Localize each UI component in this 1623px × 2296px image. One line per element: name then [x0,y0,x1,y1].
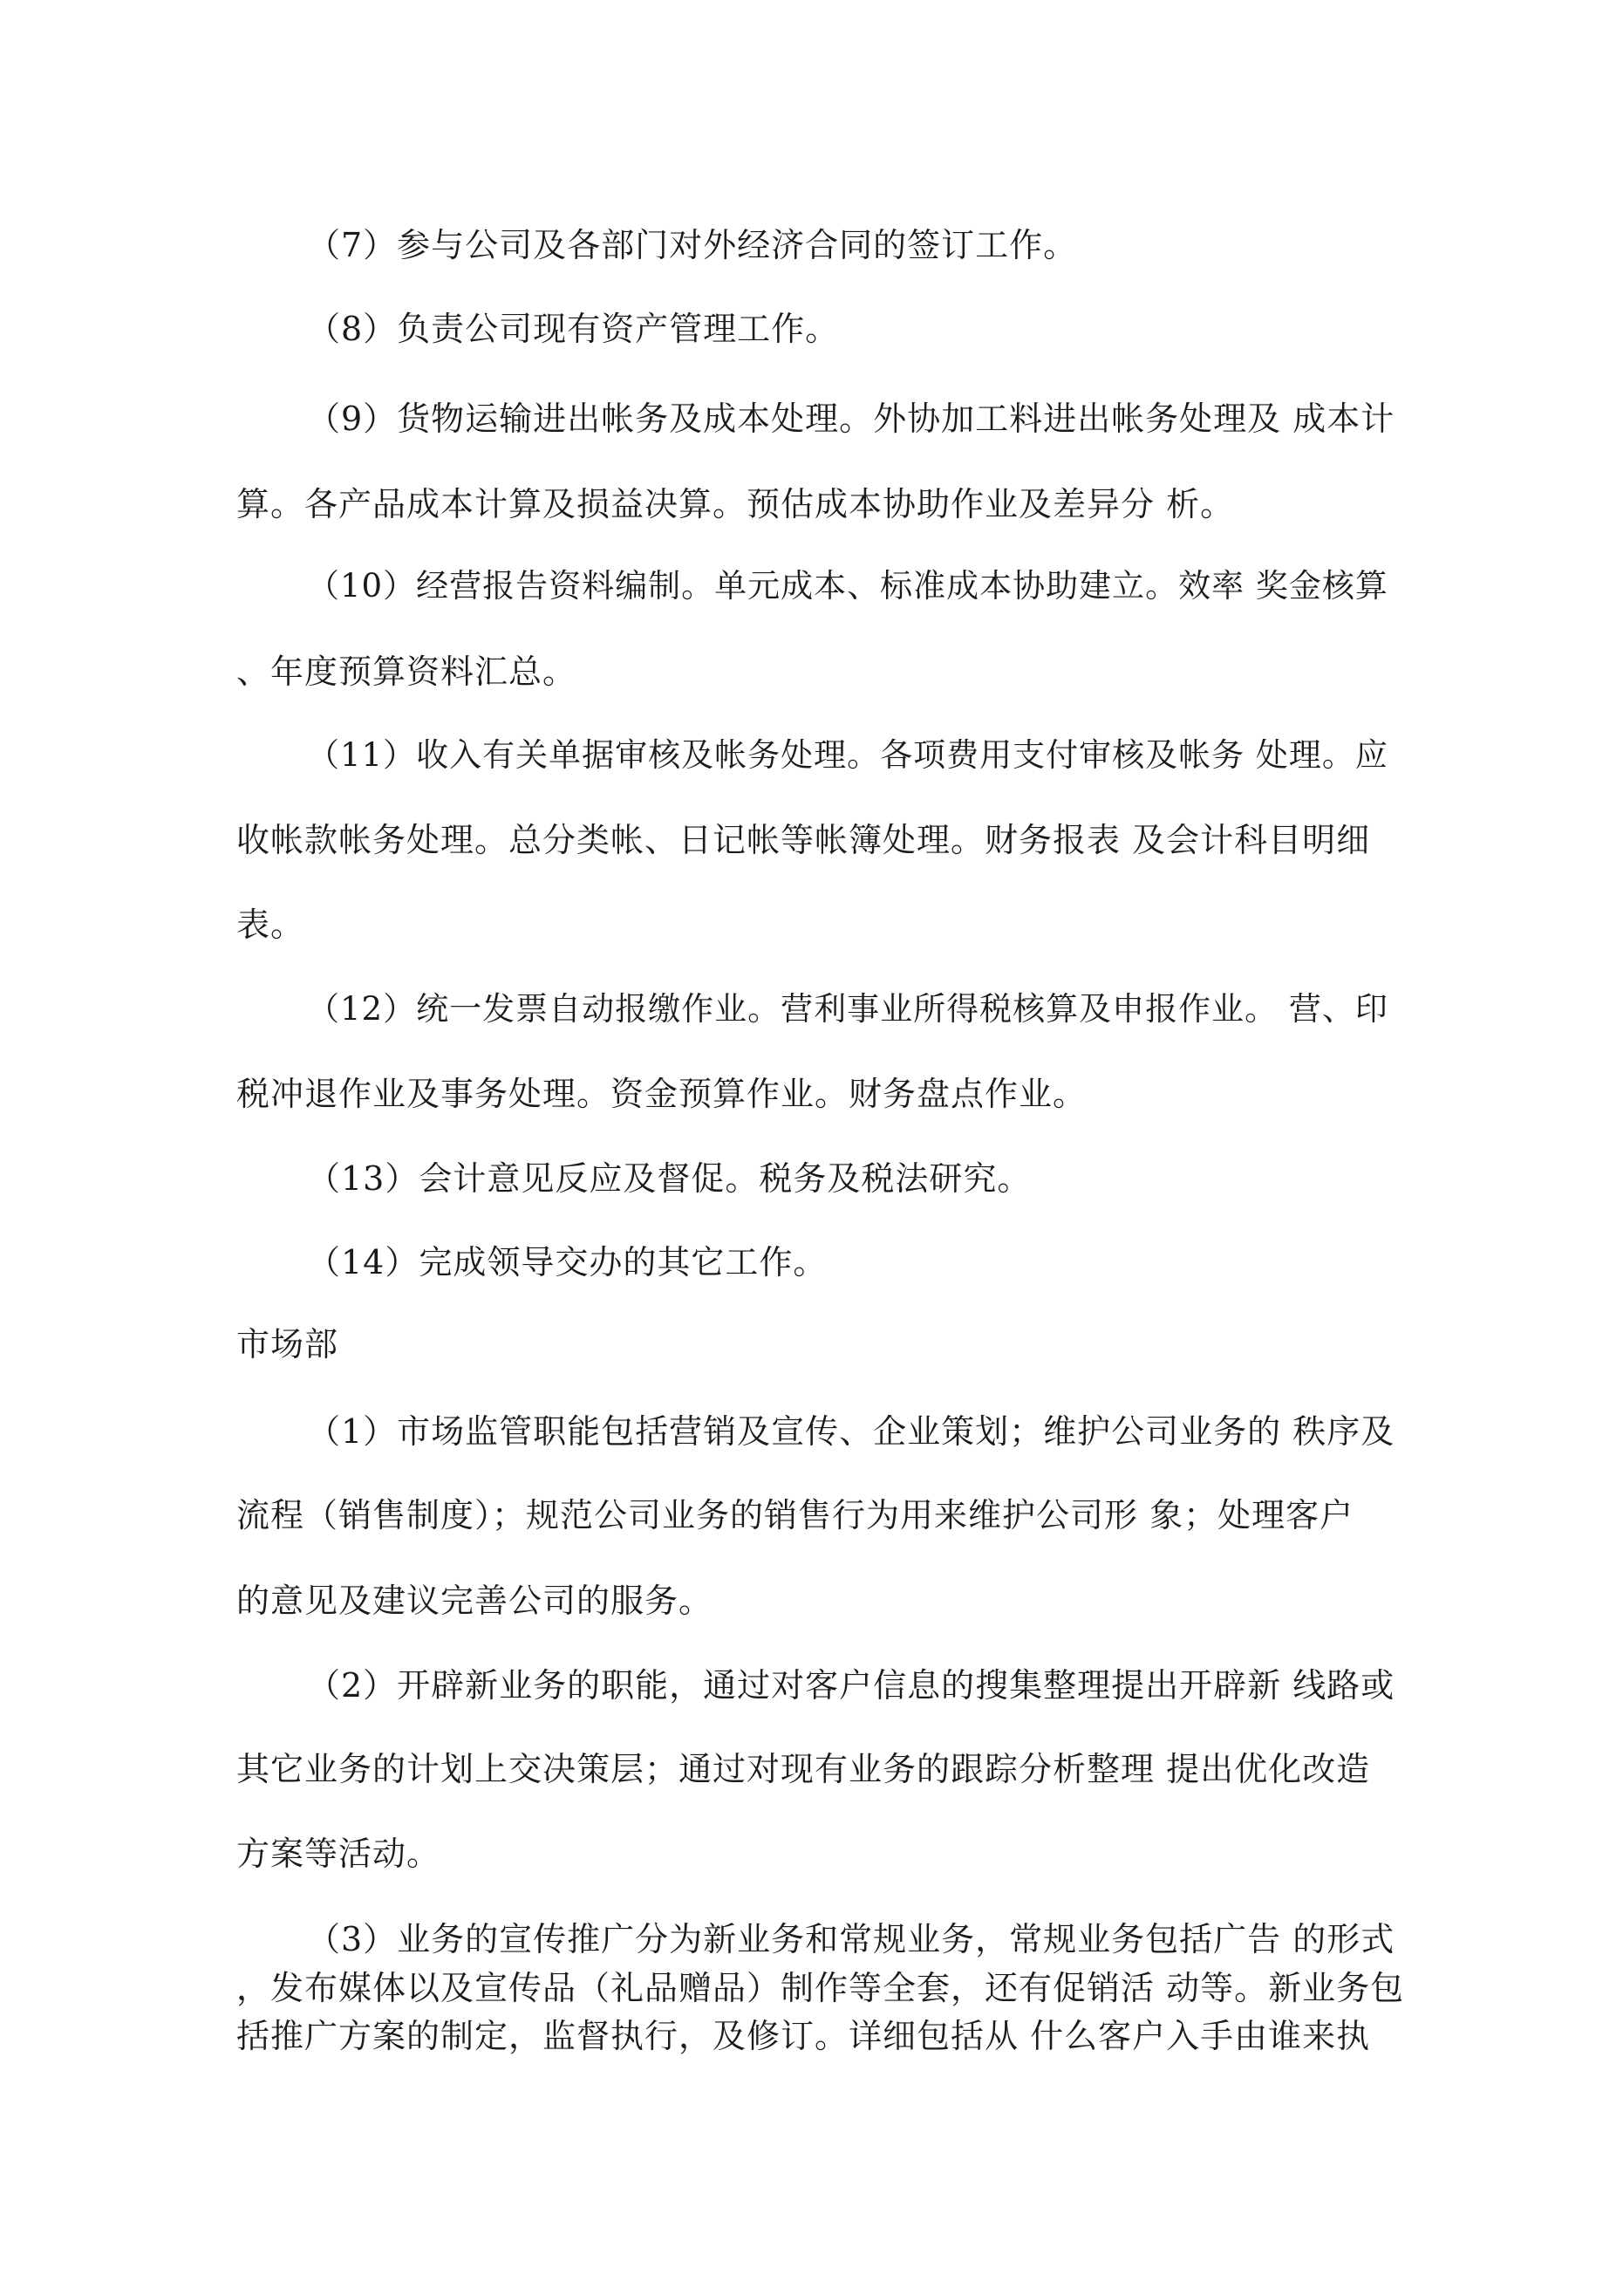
market-paragraph-2-line-2: 其它业务的计划上交决策层；通过对现有业务的跟踪分析整理 提出优化改造 [236,1750,1371,1788]
market-paragraph-1-line-2: 流程（销售制度）；规范公司业务的销售行为用来维护公司形 象；处理客户 [236,1496,1354,1534]
market-paragraph-1-line-3: 的意见及建议完善公司的服务。 [236,1582,713,1620]
paragraph-10-line-1: （10）经营报告资料编制。单元成本、标准成本协助建立。效率 奖金核算 [307,567,1388,605]
paragraph-11-line-1: （11）收入有关单据审核及帐务处理。各项费用支付审核及帐务 处理。应 [307,736,1388,774]
paragraph-11-line-2: 收帐款帐务处理。总分类帐、日记帐等帐簿处理。财务报表 及会计科目明细 [236,821,1371,859]
paragraph-9-line-2: 算。各产品成本计算及损益决算。预估成本协助作业及差异分 析。 [236,485,1235,523]
section-heading-market: 市场部 [236,1325,339,1363]
paragraph-13-line-1: （13）会计意见反应及督促。税务及税法研究。 [307,1159,1032,1198]
market-paragraph-3-line-3: 括推广方案的制定，监督执行，及修订。详细包括从 什么客户入手由谁来执 [236,2017,1371,2055]
market-paragraph-3-line-2: ，发布媒体以及宣传品（礼品赠品）制作等全套，还有促销活 动等。新业务包 [236,1969,1405,2007]
market-paragraph-3-line-1: （3）业务的宣传推广分为新业务和常规业务，常规业务包括广告 的形式 [307,1920,1395,1958]
paragraph-7-line-1: （7）参与公司及各部门对外经济合同的签订工作。 [307,226,1078,264]
market-paragraph-2-line-1: （2）开辟新业务的职能，通过对客户信息的搜集整理提出开辟新 线路或 [307,1666,1395,1705]
paragraph-12-line-2: 税冲退作业及事务处理。资金预算作业。财务盘点作业。 [236,1075,1088,1113]
paragraph-12-line-1: （12）统一发票自动报缴作业。营利事业所得税核算及申报作业。 营、印 [307,990,1388,1028]
market-paragraph-2-line-3: 方案等活动。 [236,1835,441,1873]
paragraph-14-line-1: （14）完成领导交办的其它工作。 [307,1243,828,1281]
paragraph-10-line-2: 、年度预算资料汇总。 [236,653,577,691]
market-paragraph-1-line-1: （1）市场监管职能包括营销及宣传、企业策划；维护公司业务的 秩序及 [307,1412,1395,1451]
paragraph-11-line-3: 表。 [236,905,305,944]
paragraph-8-line-1: （8）负责公司现有资产管理工作。 [307,310,840,348]
paragraph-9-line-1: （9）货物运输进出帐务及成本处理。外协加工料进出帐务处理及 成本计 [307,400,1395,438]
